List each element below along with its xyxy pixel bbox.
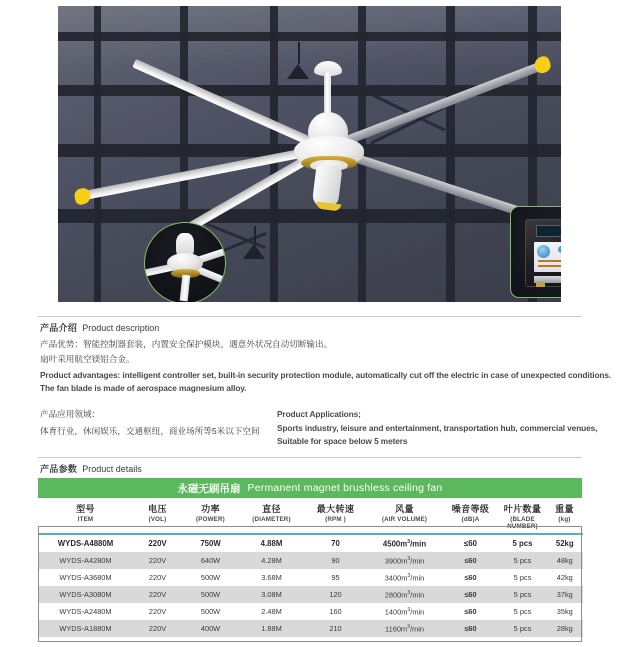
cell-rpm: 90	[305, 552, 367, 569]
cell-blade-number: 5 pcs	[499, 552, 547, 569]
col-header-noise: 噪音等级 (dB)A	[443, 500, 499, 534]
cell-rpm: 70	[305, 534, 367, 552]
cell-air-volume: $3900m^3/\min$	[367, 552, 443, 569]
cell-item: WYDS-A2480M	[39, 603, 133, 620]
cell-noise: ≤60	[443, 586, 499, 603]
applications-cn-line: 体育行业，休闲娱乐，交通枢纽，商业场所等5米以下空间	[40, 426, 260, 436]
table-row	[39, 603, 583, 620]
product-photo	[58, 6, 561, 302]
blade-tip-winglet	[73, 187, 92, 206]
cell-noise: ≤60	[443, 569, 499, 586]
cell-weight: 35kg	[547, 603, 583, 620]
col-header-diameter: 直径 (DIAMETER)	[239, 500, 305, 534]
cell-power: 400W	[183, 620, 239, 637]
col-header-item: 型号 ITEM	[39, 500, 133, 534]
cubic-superscript: 3	[407, 572, 411, 579]
cell-power: 640W	[183, 552, 239, 569]
table-header-row	[39, 500, 583, 534]
cell-voltage: 220V	[133, 534, 183, 552]
cell-blade-number: 5 pcs	[499, 586, 547, 603]
inset-controller-closeup	[510, 206, 561, 298]
cell-voltage: 220V	[133, 620, 183, 637]
details-heading	[40, 462, 142, 475]
cell-diameter: 4.28M	[239, 552, 305, 569]
cell-diameter: 4.88M	[239, 534, 305, 552]
table-row	[39, 620, 583, 637]
description-divider	[38, 316, 582, 317]
cell-noise: ≤60	[443, 534, 499, 552]
cell-noise: ≤60	[443, 552, 499, 569]
cell-noise: ≤60	[443, 620, 499, 637]
applications-en-line-2: Suitable for space below 5 meters	[277, 436, 408, 446]
label-dot-icon	[558, 246, 561, 253]
details-divider	[38, 457, 582, 458]
description-cn-line-2: 扇叶采用航空镁铝合金。	[40, 354, 135, 364]
cell-diameter: 3.08M	[239, 586, 305, 603]
cell-voltage: 220V	[133, 552, 183, 569]
cell-blade-number: 5 pcs	[499, 569, 547, 586]
cell-blade-number: 5 pcs	[499, 603, 547, 620]
applications-heading-cn: 产品应用领域：	[40, 409, 101, 419]
cone-yellow-tip	[316, 202, 342, 212]
description-heading-cn: 产品介绍	[40, 323, 78, 333]
details-heading-en: Product details	[82, 464, 142, 474]
cell-rpm: 210	[305, 620, 367, 637]
fan-blade	[324, 60, 548, 153]
applications-en-line-1: Sports industry, leisure and entertainment, transportation hub, commercial venues,	[277, 423, 598, 433]
table-row	[39, 586, 583, 603]
cell-weight: 42kg	[547, 569, 583, 586]
cell-rpm: 160	[305, 603, 367, 620]
description-heading	[40, 321, 159, 334]
controller-display	[536, 225, 561, 237]
ceiling-fan	[58, 6, 561, 302]
cell-power: 500W	[183, 603, 239, 620]
cell-item: WYDS-A4280M	[39, 552, 133, 569]
spec-table-banner	[38, 478, 582, 498]
cell-weight: 37kg	[547, 586, 583, 603]
cell-diameter: 1.88M	[239, 620, 305, 637]
cell-air-volume: $1160m^3/\min$	[367, 620, 443, 637]
cell-voltage: 220V	[133, 569, 183, 586]
controller-label	[534, 242, 561, 272]
description-heading-en: Product description	[82, 323, 160, 333]
cubic-superscript: 3	[407, 606, 411, 613]
col-header-weight: 重量 (kg)	[547, 500, 583, 534]
cell-power: 500W	[183, 586, 239, 603]
cell-air-volume: $1400m^3/\min$	[367, 603, 443, 620]
table-body	[39, 534, 583, 637]
description-cn-line-1: 产品优势：智能控制器套装，内置安全保护模块，遇意外状况自动切断输出。	[40, 339, 333, 349]
cell-blade-number: 5 pcs	[499, 534, 547, 552]
cell-rpm: 120	[305, 586, 367, 603]
col-header-power: 功率 (POWER)	[183, 500, 239, 534]
cell-item: WYDS-A1880M	[39, 620, 133, 637]
cell-item: WYDS-A3680M	[39, 569, 133, 586]
cell-air-volume: $4500m^3/\min$	[367, 534, 443, 552]
col-header-blade-number: 叶片数量 (BLADE NUMBER)	[499, 500, 547, 534]
cell-diameter: 3.68M	[239, 569, 305, 586]
controller-foot	[536, 283, 545, 287]
cell-weight: 52kg	[547, 534, 583, 552]
table-row	[39, 569, 583, 586]
applications-heading-en: Product Applications;	[277, 409, 361, 419]
inset-cone	[180, 275, 191, 302]
blade-tip-winglet	[532, 55, 553, 76]
specifications-table	[38, 500, 583, 637]
cell-blade-number: 5 pcs	[499, 620, 547, 637]
table-row	[39, 534, 583, 552]
cell-diameter: 2.48M	[239, 603, 305, 620]
fan-blade	[132, 59, 328, 153]
cubic-superscript: 3	[407, 538, 411, 545]
cell-item: WYDS-A3080M	[39, 586, 133, 603]
cell-weight: 28kg	[547, 620, 583, 637]
cell-rpm: 95	[305, 569, 367, 586]
cell-item: WYDS-A4880M	[39, 534, 133, 552]
banner-title-cn: 永磁无刷吊扇	[177, 482, 241, 495]
description-en-line-2: The fan blade is made of aerospace magnesium alloy.	[40, 383, 247, 393]
banner-title-en: Permanent magnet brushless ceiling fan	[247, 482, 443, 494]
table-row	[39, 552, 583, 569]
inset-fan-hub-closeup	[144, 222, 226, 302]
cell-air-volume: $3400m^3/\min$	[367, 569, 443, 586]
cubic-superscript: 3	[407, 623, 410, 630]
brand-logo-icon	[537, 245, 550, 258]
cell-noise: ≤60	[443, 603, 499, 620]
cell-voltage: 220V	[133, 603, 183, 620]
cubic-superscript: 3	[407, 555, 411, 562]
cell-power: 750W	[183, 534, 239, 552]
details-heading-cn: 产品参数	[40, 464, 78, 474]
cell-voltage: 220V	[133, 586, 183, 603]
col-header-rpm: 最大转速 (RPM )	[305, 500, 367, 534]
col-header-voltage: 电压 (VOL)	[133, 500, 183, 534]
cell-power: 500W	[183, 569, 239, 586]
controller-base	[534, 276, 561, 283]
cell-weight: 48kg	[547, 552, 583, 569]
controller-body	[525, 219, 561, 287]
cubic-superscript: 3	[407, 589, 411, 596]
col-header-air-volume: 风量 (AIR VOLUME)	[367, 500, 443, 534]
description-en-line-1: Product advantages: intelligent controller set, built-in security protection module, automatically cut off the electric in case of unexpected conditions.	[40, 370, 612, 380]
cell-air-volume: $2800m^3/\min$	[367, 586, 443, 603]
